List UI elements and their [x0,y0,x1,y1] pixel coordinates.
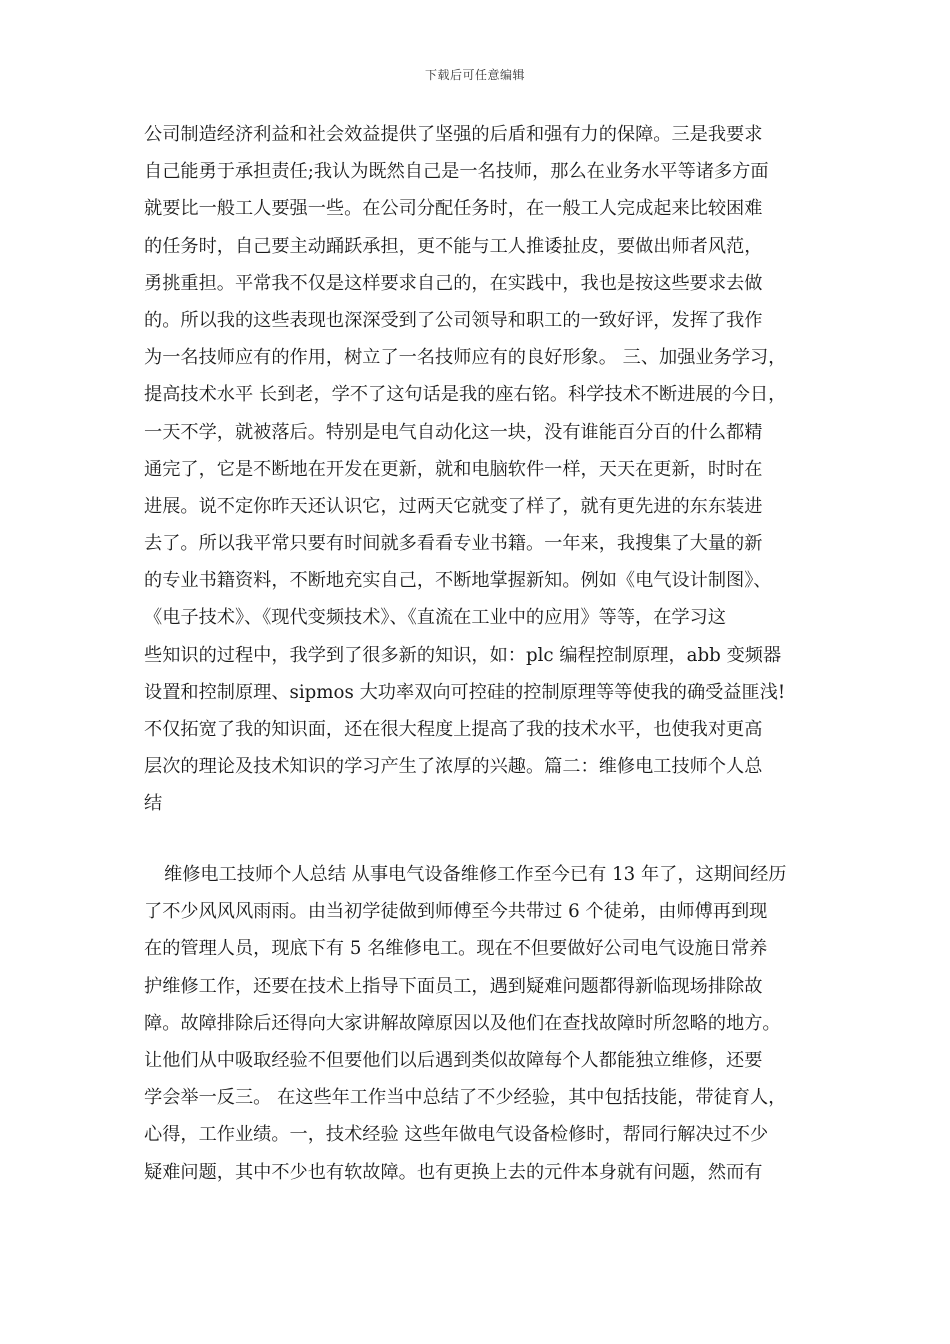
text-line: 的专业书籍资料，不断地充实自己，不断地掌握新知。例如《电气设计制图》、 [144,570,772,592]
text-line: 设置和控制原理、sipmos 大功率双向可控硅的控制原理等等使我的确受益匪浅! [144,681,786,703]
text-line: 维修电工技师个人总结 从事电气设备维修工作至今已有 13 年了，这期间经历 [164,864,787,885]
text-line: 护维修工作，还要在技术上指导下面员工，遇到疑难问题都得新临现场排除故 [144,975,763,997]
text-line: 提高技术水平 长到老，学不了这句话是我的座右铭。科学技术不断进展的今日， [144,384,787,406]
page-header: 下载后可任意编辑 [424,68,525,82]
text-line: 《电子技术》、《现代变频技术》、《直流在工业中的应用》等等，在学习这 [144,607,726,629]
paragraph-1 [144,116,808,823]
text-line: 去了。所以我平常只要有时间就多看看专业书籍。一年来，我搜集了大量的新 [144,533,763,555]
text-line: 不仅拓宽了我的知识面，还在很大程度上提高了我的技术水平，也使我对更高 [144,719,763,740]
text-line: 学会举一反三。 在这些年工作当中总结了不少经验，其中包括技能，带徒育人， [144,1087,787,1109]
text-line: 勇挑重担。平常我不仅是这样要求自己的，在实践中，我也是按这些要求去做 [144,272,763,294]
text-line: 了不少风风风雨雨。由当初学徒做到师傅至今共带过 6 个徒弟，由师傅再到现 [144,901,768,923]
text-line: 疑难问题，其中不少也有软故障。也有更换上去的元件本身就有问题，然而有 [144,1161,763,1183]
text-line: 自己能勇于承担责任;我认为既然自己是一名技师，那么在业务水平等诸多方面 [144,161,769,183]
text-line: 就要比一般工人要强一些。在公司分配任务时，在一般工人完成起来比较困难 [144,198,763,220]
text-line: 通完了，它是不断地在开发在更新，就和电脑软件一样，天天在更新，时时在 [144,458,763,480]
text-line: 些知识的过程中，我学到了很多新的知识，如：plc 编程控制原理，abb 变频器 [144,644,782,666]
paragraph-2 [144,856,808,1191]
text-line: 公司制造经济利益和社会效益提供了坚强的后盾和强有力的保障。三是我要求 [144,124,763,145]
text-line: 的。所以我的这些表现也深深受到了公司领导和职工的一致好评，发挥了我作 [144,309,763,331]
text-line: 让他们从中吸取经验不但要他们以后遇到类似故障每个人都能独立维修，还要 [144,1049,763,1071]
text-line: 进展。说不定你昨天还认识它，过两天它就变了样了，就有更先进的东东装进 [144,495,763,517]
text-line: 在的管理人员，现底下有 5 名维修电工。现在不但要做好公司电气设施日常养 [144,938,768,960]
text-line: 障。故障排除后还得向大家讲解故障原因以及他们在查找故障时所忽略的地方。 [144,1012,781,1034]
text-line: 的任务时，自己要主动踊跃承担，更不能与工人推诿扯皮，要做出师者风范， [144,235,763,257]
text-line: 结 [144,793,163,815]
text-line: 为一名技师应有的作用，树立了一名技师应有的良好形象。 三、加强业务学习， [144,347,787,369]
text-line: 心得，工作业绩。一，技术经验 这些年做电气设备检修时，帮同行解决过不少 [144,1124,769,1146]
text-line: 层次的理论及技术知识的学习产生了浓厚的兴趣。篇二：维修电工技师个人总 [144,756,763,778]
text-line: 一天不学，就被落后。特别是电气自动化这一块，没有谁能百分百的什么都精 [144,421,763,443]
